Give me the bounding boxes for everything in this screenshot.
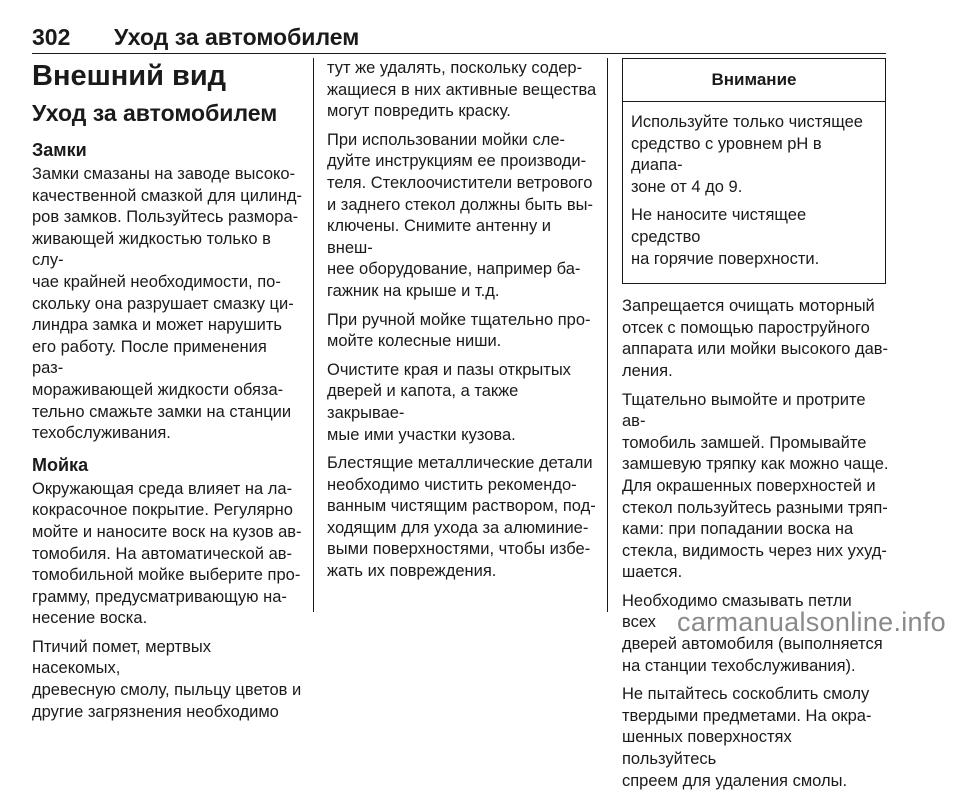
paragraph-col3-1: Запрещается очищать моторный отсек с помощью пароструйного аппарата или мойки высокого дав- ления.	[622, 297, 889, 380]
paragraph-washing-2: Птичий помет, мертвых насекомых, древесную смолу, пыльцу цветов и другие загрязнения необходимо	[32, 637, 302, 721]
watermark: carmanualsonline.info	[677, 607, 946, 637]
paragraph-col2-5: Блестящие металлические детали необходимо чистить рекомендо- ванным чистящим раствором, под- ходящим для ухода за алюминие- выми поверхностями, чтобы избе- жать их повреждения.	[327, 454, 596, 581]
paragraph-washing-1: Окружающая среда влияет на ла- кокрасочное покрытие. Регулярно мойте и наносите воск на кузов ав- томобиля. На автоматической ав- томобильной мойке выберите про- грамму, предусматривающую на- несение воска.	[32, 479, 302, 628]
page-header	[32, 24, 886, 54]
column-3-body	[622, 296, 890, 792]
paragraph-col2-1: тут же удалять, поскольку содер- жащиеся в них активные вещества могут повредить краску.	[327, 59, 597, 121]
column-divider-2	[607, 58, 608, 612]
column-1	[32, 58, 302, 730]
page-number: 302	[32, 24, 71, 50]
paragraph-col3-2: Тщательно вымойте и протрите ав- томобиль замшей. Промывайте замшевую тряпку как можно чаще. Для окрашенных поверхностей и стекол пользуйтесь разными тряп- ками: при попадании воска на стекла, видимость через них ухуд- шается.	[622, 390, 889, 582]
subheading-washing: Мойка	[32, 454, 89, 475]
column-3	[622, 58, 890, 799]
section-heading-car-care: Уход за автомобилем	[32, 100, 278, 126]
column-2	[327, 58, 597, 590]
paragraph-col2-4: Очистите края и пазы открытых дверей и капота, а также закрывае- мые ими участки кузова.	[327, 360, 571, 444]
paragraph-col3-3: Необходимо смазывать петли всех дверей автомобиля (выполняется на станции техобслуживания).	[622, 591, 883, 675]
caution-body	[623, 102, 885, 283]
paragraph-col2-3: При ручной мойке тщательно про- мойте колесные ниши.	[327, 310, 591, 351]
paragraph-col3-4: Не пытайтесь соскоблить смолу твердыми предметами. На окра- шенных поверхностях пользуйтесь спреем для удаления смолы.	[622, 685, 872, 790]
section-heading-exterior: Внешний вид	[32, 60, 227, 92]
caution-paragraph-2: Не наносите чистящее средство на горячие поверхности.	[631, 206, 820, 268]
caution-paragraph-1: Используйте только чистящее средство с уровнем pH в диапа- зоне от 4 до 9.	[631, 113, 863, 196]
paragraph-locks: Замки смазаны на заводе высоко- качественной смазкой для цилинд- ров замков. Пользуйтесь размора- живающей жидкостью только в слу- чае крайней необходимости, по- скольку она разрушает смазку ци- линдра замка и может нарушить его работу. После применения раз- мораживающей жидкости обяза- тельно смажьте замки на станции техобслуживания.	[32, 165, 302, 443]
paragraph-col2-2: При использовании мойки сле- дуйте инструкциям ее производи- теля. Стеклоочистители ветрового и заднего стекол должны быть вы- ключены. Снимите антенну и внеш- нее оборудование, например ба- гажник на крыше и т.д.	[327, 130, 593, 300]
subheading-locks: Замки	[32, 140, 87, 160]
running-title: Уход за автомобилем	[114, 24, 360, 50]
caution-box	[622, 58, 886, 284]
caution-title: Внимание	[623, 59, 885, 102]
column-divider-1	[313, 58, 314, 612]
header-rule	[32, 53, 886, 54]
